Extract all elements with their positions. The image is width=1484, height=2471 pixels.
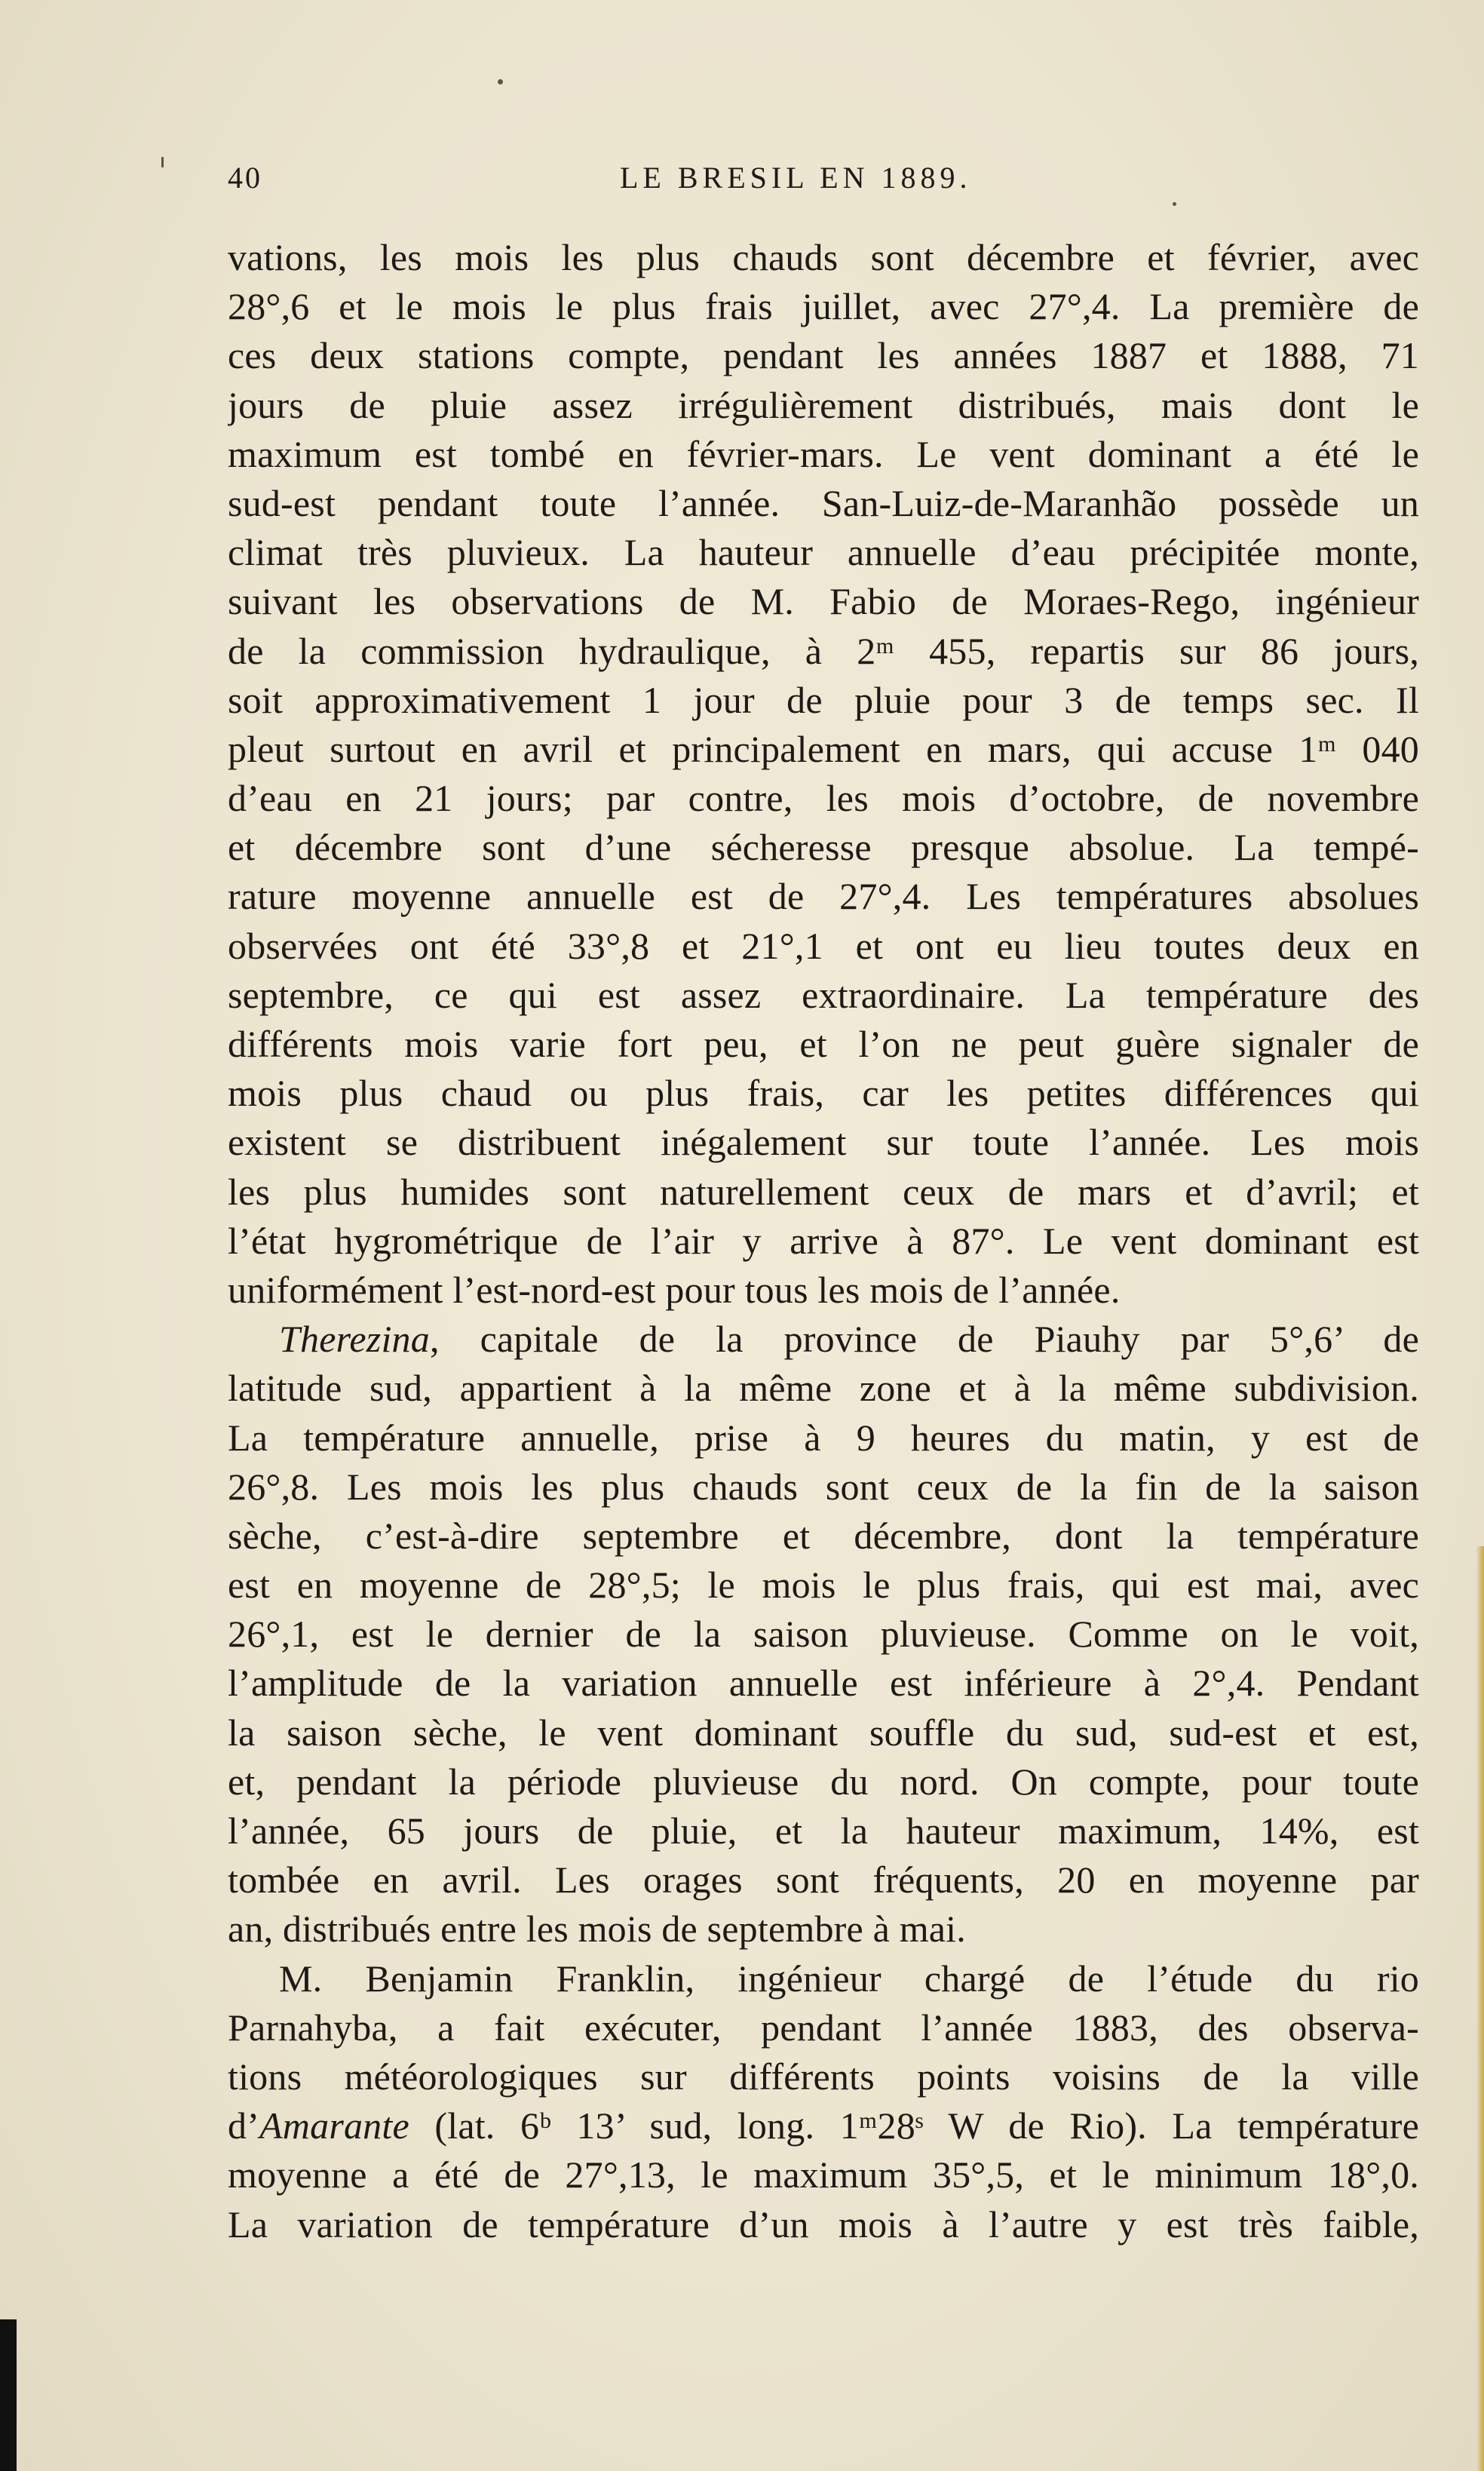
text-line: l’année, 65 jours de pluie, et la hauteur maximum, 14%, est xyxy=(228,1810,1419,1852)
italic-term: Therezina xyxy=(279,1318,430,1361)
text-line: pleut surtout en avril et principalement en mars, qui accuse 1ᵐ 040 xyxy=(228,727,1419,770)
text-line: 26°,1, est le dernier de la saison pluvieuse. Comme on le voit, xyxy=(228,1613,1419,1656)
text-line: La température annuelle, prise à 9 heures du matin, y est de xyxy=(228,1416,1419,1459)
text-line: La variation de température d’un mois à l’autre y est très faible, xyxy=(228,2202,1419,2245)
text-line: soit approximativement 1 jour de pluie pour 3 de temps sec. Il xyxy=(228,678,1419,721)
text-line: rature moyenne annuelle est de 27°,4. Les températures absolues xyxy=(228,875,1419,918)
text-line: jours de pluie assez irrégulièrement distribués, mais dont le xyxy=(228,383,1419,426)
text-line: existent se distribuent inégalement sur toute l’année. Les mois xyxy=(228,1121,1419,1164)
italic-term: Amarante xyxy=(259,2104,409,2147)
paper-speck xyxy=(161,157,164,167)
text-line: maximum est tombé en février-mars. Le vent dominant a été le xyxy=(228,432,1419,475)
text-line: d’Amarante (lat. 6ᵇ 13’ sud, long. 1ᵐ28ˢ W de Rio). La température xyxy=(228,2104,1419,2147)
text-line: sèche, c’est-à-dire septembre et décembre, dont la température xyxy=(228,1514,1419,1557)
page-edge-shadow xyxy=(0,2319,17,2471)
text-line: de la commission hydraulique, à 2ᵐ 455, repartis sur 86 jours, xyxy=(228,629,1419,672)
text-line: est en moyenne de 28°,5; le mois le plus frais, qui est mai, avec xyxy=(228,1564,1419,1607)
paper-speck xyxy=(498,79,503,84)
text-line: la saison sèche, le vent dominant souffle du sud, sud-est et est, xyxy=(228,1711,1419,1754)
page-header xyxy=(228,160,1419,205)
text-line: M. Benjamin Franklin, ingénieur chargé de l’étude du rio xyxy=(279,1957,1419,2000)
running-title: LE BRESIL EN 1889. xyxy=(620,161,972,195)
text-line: moyenne a été de 27°,13, le maximum 35°,5, et le minimum 18°,0. xyxy=(228,2153,1419,2196)
text-line: l’état hygrométrique de l’air y arrive à 87°. Le vent dominant est xyxy=(228,1219,1419,1262)
text-line: septembre, ce qui est assez extraordinaire. La température des xyxy=(228,973,1419,1016)
text-line: Therezina, capitale de la province de Piauhy par 5°,6’ de xyxy=(279,1318,1419,1361)
text-line: les plus humides sont naturellement ceux de mars et d’avril; et xyxy=(228,1170,1419,1213)
body-text xyxy=(228,233,1419,2249)
text-line: et décembre sont d’une sécheresse presque absolue. La tempé- xyxy=(228,826,1419,869)
text-line: an, distribués entre les mois de septembre à mai. xyxy=(228,1908,966,1951)
text-line: l’amplitude de la variation annuelle est inférieure à 2°,4. Pendant xyxy=(228,1662,1419,1705)
text-line: et, pendant la période pluvieuse du nord. On compte, pour toute xyxy=(228,1760,1419,1803)
text-line: uniformément l’est-nord-est pour tous les mois de l’année. xyxy=(228,1268,1121,1311)
text-line: différents mois varie fort peu, et l’on ne peut guère signaler de xyxy=(228,1023,1419,1065)
paper-speck xyxy=(1173,202,1176,206)
text-line: d’eau en 21 jours; par contre, les mois d’octobre, de novembre xyxy=(228,777,1419,820)
page-number: 40 xyxy=(228,161,262,195)
text-line: 26°,8. Les mois les plus chauds sont ceux de la fin de la saison xyxy=(228,1465,1419,1508)
text-line: tombée en avril. Les orages sont fréquents, 20 en moyenne par xyxy=(228,1859,1419,1902)
text-line: mois plus chaud ou plus frais, car les petites différences qui xyxy=(228,1072,1419,1115)
text-line: tions météorologiques sur différents points voisins de la ville xyxy=(228,2055,1419,2098)
text-line: ces deux stations compte, pendant les années 1887 et 1888, 71 xyxy=(228,334,1419,377)
text-line: climat très pluvieux. La hauteur annuelle d’eau précipitée monte, xyxy=(228,531,1419,574)
text-line: suivant les observations de M. Fabio de Moraes-Rego, ingénieur xyxy=(228,580,1419,623)
text-line: latitude sud, appartient à la même zone et à la même subdivision. xyxy=(228,1367,1419,1410)
text-line: observées ont été 33°,8 et 21°,1 et ont eu lieu toutes deux en xyxy=(228,924,1419,967)
text-line: 28°,6 et le mois le plus frais juillet, avec 27°,4. La première de xyxy=(228,285,1419,328)
text-line: sud-est pendant toute l’année. San-Luiz-de-Maranhão possède un xyxy=(228,481,1419,524)
page-edge-right xyxy=(1476,1546,1484,2471)
text-line: Parnahyba, a fait exécuter, pendant l’année 1883, des observa- xyxy=(228,2006,1419,2049)
text-line: vations, les mois les plus chauds sont décembre et février, avec xyxy=(228,236,1419,278)
